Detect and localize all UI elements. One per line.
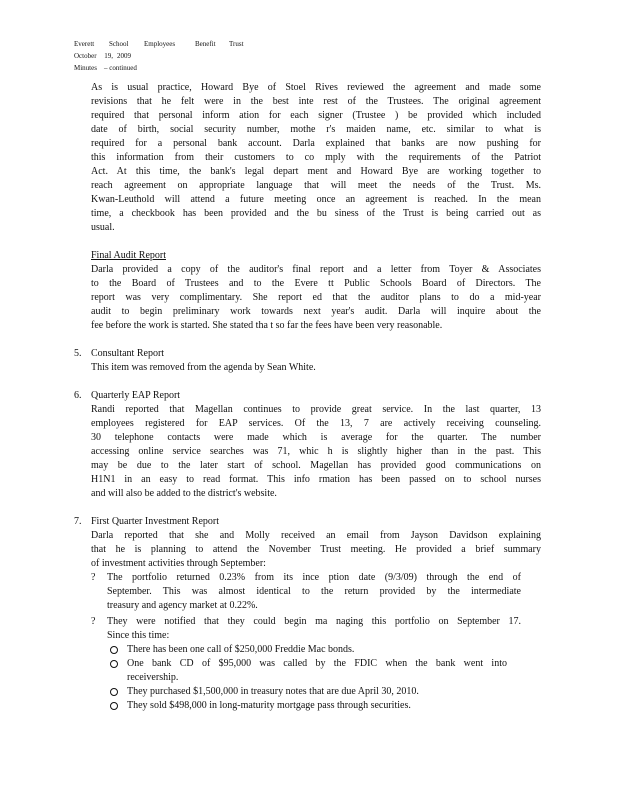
section-title: Consultant Report <box>91 348 165 359</box>
circle-bullet-icon <box>110 646 118 654</box>
circle-bullet-icon <box>110 660 118 668</box>
text-line: reach agreement on appropriate language that will meet the needs of the Trust. Ms. <box>91 180 541 191</box>
intro-paragraph <box>91 81 541 235</box>
section-number: 7. <box>74 516 82 527</box>
section-6-paragraph <box>91 403 541 501</box>
section-5-paragraph <box>91 361 541 375</box>
text-line: The portfolio returned 0.23% from its ince ption date (9/3/09) through the end of <box>107 572 521 583</box>
header-word: School <box>109 40 129 48</box>
page-header <box>74 38 244 74</box>
text-line: Randi reported that Magellan continues to provide great service. In the last quarter, 13 <box>91 404 541 415</box>
bullet-glyph: ? <box>91 572 96 583</box>
text-line: receivership. <box>127 672 179 683</box>
final-audit-paragraph <box>91 263 541 333</box>
text-line: Kwan-Leuthold will attend a future meeting once an agreement is reached. In the mean <box>91 194 541 205</box>
text-line: There has been one call of $250,000 Freddie Mac bonds. <box>127 644 355 655</box>
text-line: fee before the work is started. She stated tha t so far the fees have been very reasonable. <box>91 320 443 331</box>
text-line: Darla provided a copy of the auditor's final report and a letter from Toyer & Associates <box>91 264 541 275</box>
section-7-paragraph <box>91 529 541 571</box>
circle-bullet-icon <box>110 702 118 710</box>
header-word: October <box>74 52 97 60</box>
text-line: required that personal inform ation for each signer (Trustee ) be provided which included <box>91 110 541 121</box>
text-line: to the Board of Trustees and to the Evere tt Public Schools Board of Directors. The <box>91 278 541 289</box>
bullet-item <box>91 615 541 643</box>
sub-bullet-text <box>127 643 507 657</box>
text-line: This item was removed from the agenda by Sean White. <box>91 362 316 373</box>
header-word: Everett <box>74 40 95 48</box>
text-line: employees registered for EAP services. Of the 13, 7 are actively receiving counseling. <box>91 418 541 429</box>
text-line: accessing online service searches was 71, whic h is slightly higher than in the past. This <box>91 446 541 457</box>
text-line: Darla reported that she and Molly received an email from Jayson Davidson explaining <box>91 530 541 541</box>
section-number: 5. <box>74 348 82 359</box>
text-line: may be due to the later start of school. Magellan has provided good communications on <box>91 460 541 471</box>
section-number: 6. <box>74 390 82 401</box>
text-line: date of birth, social security number, mothe r's maiden name, etc. similar to what is <box>91 124 541 135</box>
text-line: treasury and agency market at 0.22%. <box>107 600 258 611</box>
sub-bullet-text <box>127 699 507 713</box>
text-line: of investment activities through September: <box>91 558 266 569</box>
header-line-date <box>74 50 244 62</box>
header-word: Employees <box>144 40 176 48</box>
text-line: this information from their customers to co mply with the requirements of the Patriot <box>91 152 541 163</box>
text-line: time, a checkbook has been provided and the bu siness of the Trust is being carried out as <box>91 208 541 219</box>
header-line-org <box>74 38 244 50</box>
bullet-item <box>91 571 541 613</box>
text-line: usual. <box>91 222 115 233</box>
final-audit-heading: Final Audit Report <box>91 250 166 261</box>
text-line: One bank CD of $95,000 was called by the FDIC when the bank went into <box>127 658 507 669</box>
header-word: Minutes <box>74 64 97 72</box>
text-line: Act. At this time, the bank's legal depart ment and Howard Bye are working together to <box>91 166 541 177</box>
section-title: First Quarter Investment Report <box>91 516 220 527</box>
text-line: that he is planning to attend the November Trust meeting. He provided a brief summary <box>91 544 541 555</box>
text-line: 30 telephone contacts were made which is average for the quarter. The number <box>91 432 541 443</box>
text-line: revisions that he felt were in the best inte rest of the Trustees. The original agreement <box>91 96 541 107</box>
header-word: Trust <box>229 40 244 48</box>
text-line: They purchased $1,500,000 in treasury notes that are due April 30, 2010. <box>127 686 419 697</box>
bullet-text <box>107 615 521 643</box>
bullet-text <box>107 571 521 613</box>
text-line: H1N1 in an easy to read format. This info rmation has been passed on to school nurses <box>91 474 541 485</box>
header-word: Benefit <box>195 40 216 48</box>
header-line-minutes <box>74 62 244 74</box>
text-line: Since this time: <box>107 630 170 641</box>
header-word: 2009 <box>117 52 131 60</box>
sub-bullet-text <box>127 685 507 699</box>
section-title: Quarterly EAP Report <box>91 390 181 401</box>
text-line: report was very complimentary. She report ed that the auditor plans to do a mid-year <box>91 292 541 303</box>
text-line: required for a personal bank account. Darla explained that banks are now pushing for <box>91 138 541 149</box>
bullet-glyph: ? <box>91 616 96 627</box>
text-line: They were notified that they could begin ma naging this portfolio on September 17. <box>107 616 521 627</box>
sub-bullet-text <box>127 657 507 685</box>
text-line: September. This was almost identical to the return provided by the intermediate <box>107 586 521 597</box>
circle-bullet-icon <box>110 688 118 696</box>
header-word: – continued <box>104 64 137 72</box>
text-line: and will also be added to the district's website. <box>91 488 277 499</box>
text-line: As is usual practice, Howard Bye of Stoel Rives reviewed the agreement and made some <box>91 82 541 93</box>
text-line: audit to begin preliminary work towards next year's audit. Darla will inquire about the <box>91 306 541 317</box>
text-line: They sold $498,000 in long-maturity mortgage pass through securities. <box>127 700 411 711</box>
header-word: 19, <box>104 52 113 60</box>
